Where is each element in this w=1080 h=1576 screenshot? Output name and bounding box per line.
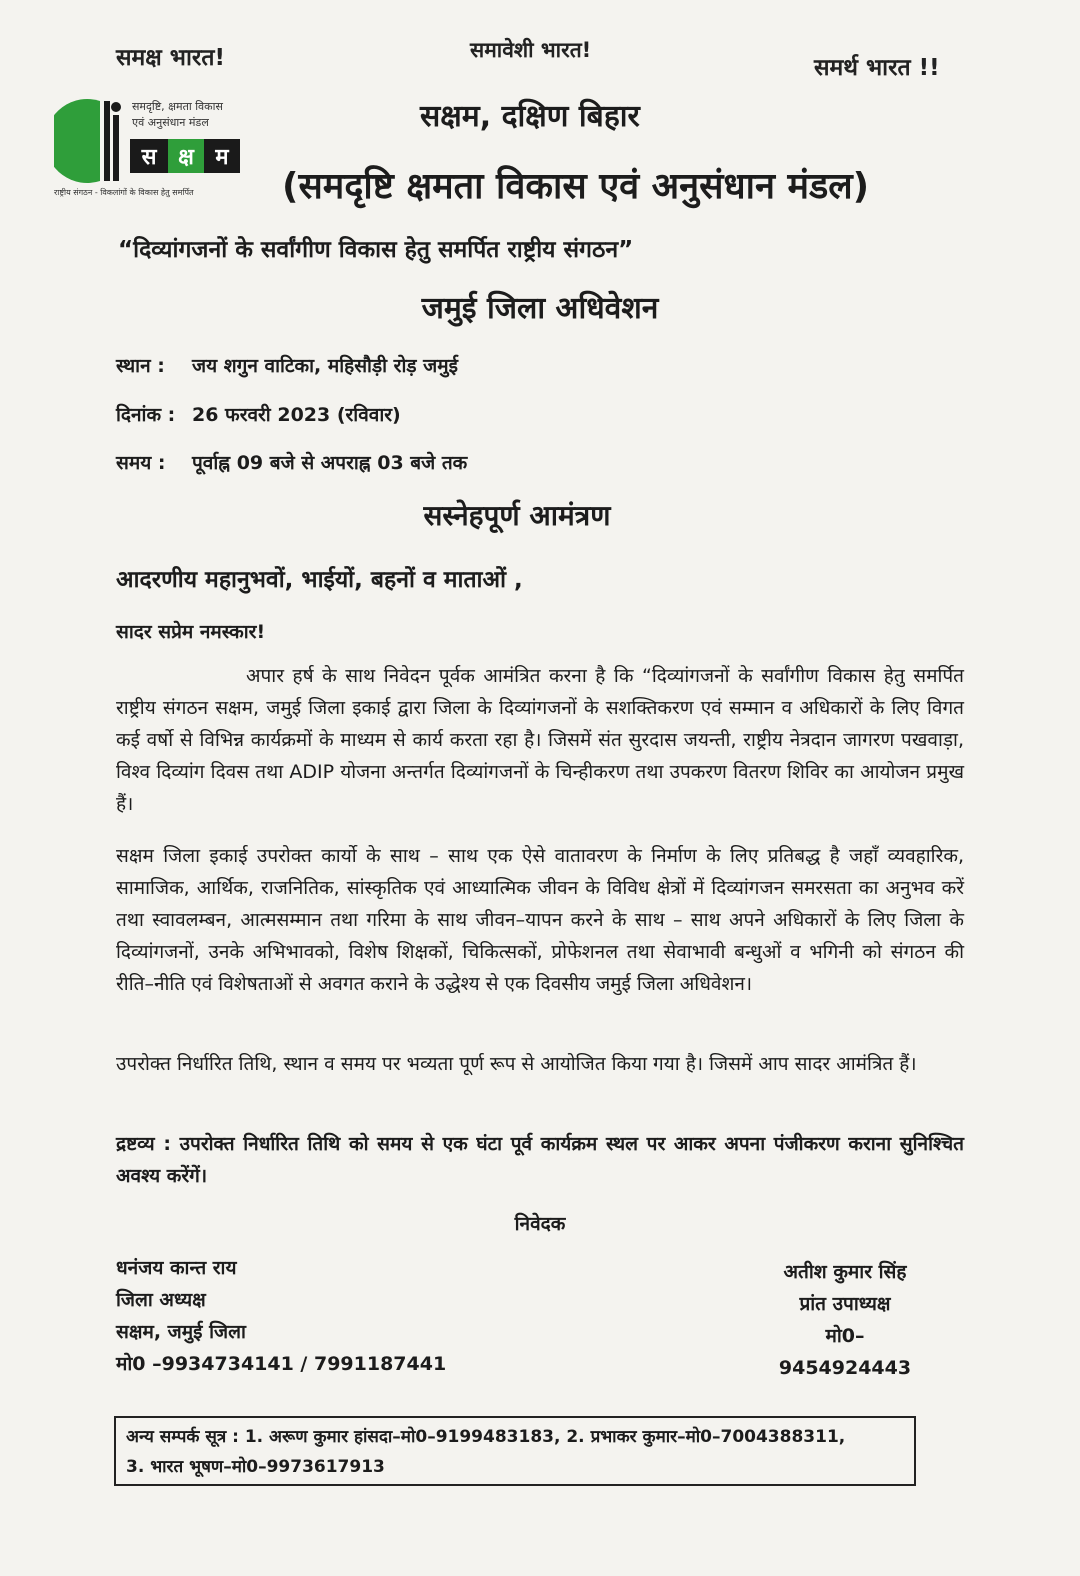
logo-wordmark-3: म <box>215 145 229 170</box>
venue-value: जय शगुन वाटिका, महिसौड़ी रोड़ जमुई <box>192 355 458 377</box>
paragraph-2: सक्षम जिला इकाई उपरोक्त कार्यो के साथ – साथ एक ऐसे वातावरण के निर्माण के लिए प्रतिबद्ध है जहाँ व्यवहारिक, सामाजिक, आर्थिक, राजनितिक, सांस्कृतिक एवं आध्यात्मिक जीवन के विविध क्षेत्रों में दिव्यांगजन समरसता का अनुभव करें तथा स्वावलम्बन, आत्मसम्मान तथा गरिमा के साथ जीवन–यापन करने के साथ – साथ अपने अधिकारों के लिए जिला के दिव्यांगजनों, उनके अभिभावको, विशेष शिक्षकों, चिकित्सकों, प्रोफेशनल तथा सेवाभावी बन्धुओं व भगिनी को संगठन की रीति–नीति एवं विशेषताओं से अवगत कराने के उद्धेश्य से एक दिवसीय जमुई जिला अधिवेशन। <box>116 845 964 995</box>
logo-line2: एवं अनुसंधान मंडल <box>132 116 209 129</box>
date-label: दिनांक : <box>116 404 176 426</box>
right-phone: मो0–9454924443 <box>778 1325 912 1379</box>
greeting: सादर सप्रेम नमस्कार! <box>116 621 266 643</box>
org-name: सक्षम, दक्षिण बिहार <box>420 99 640 134</box>
signatory-left <box>116 1252 446 1380</box>
logo-line1: समदृष्टि, क्षमता विकास <box>132 100 223 113</box>
contact-line-1: अन्य सम्पर्क सूत्र : 1. अरूण कुमार हांसदा–मो0–9199483183, 2. प्रभाकर कुमार–मो0–7004388311, <box>126 1427 846 1447</box>
slogan-center: समावेशी भारत! <box>470 38 592 62</box>
salutation: आदरणीय महानुभवों, भाईयों, बहनों व माताओं , <box>116 567 523 593</box>
left-role: जिला अध्यक्ष <box>116 1289 206 1311</box>
left-name: धनंजय कान्त राय <box>116 1257 237 1279</box>
time-value: पूर्वाह्न 09 बजे से अपराह्न 03 बजे तक <box>192 452 468 474</box>
contact-box <box>114 1416 916 1486</box>
venue-label: स्थान : <box>116 355 165 377</box>
contact-line-2: 3. भारत भूषण–मो0–9973617913 <box>126 1457 385 1477</box>
paragraph-1: अपार हर्ष के साथ निवेदन पूर्वक आमंत्रित करना है कि “दिव्यांगजनों के सर्वांगीण विकास हेतु समर्पित राष्ट्रीय संगठन सक्षम, जमुई जिला इकाई द्वारा जिला के दिव्यांगजनों के सशक्तिकरण एवं सम्मान व अधिकारों के लिए विगत कई वर्षो से विभिन्न कार्यक्रमों के माध्यम से कार्य करता रहा है। जिसमें संत सुरदास जयन्ती, राष्ट्रीय नेत्रदान जागरण पखवाड़ा, विश्व दिव्यांग दिवस तथा ADIP योजना अन्तर्गत दिव्यांगजनों के चिन्हीकरण तथा उपकरण वितरण शिविर का आयोजन प्रमुख हैं। <box>116 665 964 815</box>
invitation-heading: सस्नेहपूर्ण आमंत्रण <box>423 499 611 532</box>
paragraph-3: उपरोक्त निर्धारित तिथि, स्थान व समय पर भव्यता पूर्ण रूप से आयोजित किया गया है। जिसमें आप सादर आमंत्रित हैं। <box>116 1053 917 1075</box>
event-date <box>116 401 401 427</box>
logo-wordmark-2: क्ष <box>178 145 194 170</box>
right-role: प्रांत उपाध्यक्ष <box>799 1293 891 1315</box>
note: द्रष्टव्य : उपरोक्त निर्धारित तिथि को समय से एक घंटा पूर्व कार्यक्रम स्थल पर आकर अपना पंजीकरण कराना सुनिश्चित अवश्य करेंगें। <box>116 1133 964 1187</box>
event-time <box>116 449 467 475</box>
right-name: अतीश कुमार सिंह <box>783 1261 907 1283</box>
sender-label: निवेदक <box>514 1213 566 1235</box>
time-label: समय : <box>116 452 166 474</box>
logo-wordmark-1: स <box>141 145 157 170</box>
event-venue <box>116 352 458 378</box>
org-full-name: (समदृष्टि क्षमता विकास एवं अनुसंधान मंडल) <box>282 166 870 207</box>
event-title: जमुई जिला अधिवेशन <box>421 291 659 326</box>
slogan-right: समर्थ भारत !! <box>814 55 940 81</box>
saksham-logo <box>54 95 254 205</box>
signatory-right <box>760 1256 930 1384</box>
logo-caption: राष्ट्रीय संगठन - विकलांगों के विकास हेतु समर्पित <box>54 188 194 197</box>
left-org: सक्षम, जमुई जिला <box>116 1321 246 1343</box>
slogan-left: समक्ष भारत! <box>116 45 225 71</box>
org-tagline: “दिव्यांगजनों के सर्वांगीण विकास हेतु समर्पित राष्ट्रीय संगठन” <box>118 237 634 263</box>
date-value: 26 फरवरी 2023 (रविवार) <box>192 404 401 426</box>
left-phone: मो0 –9934734141 / 7991187441 <box>116 1353 447 1375</box>
